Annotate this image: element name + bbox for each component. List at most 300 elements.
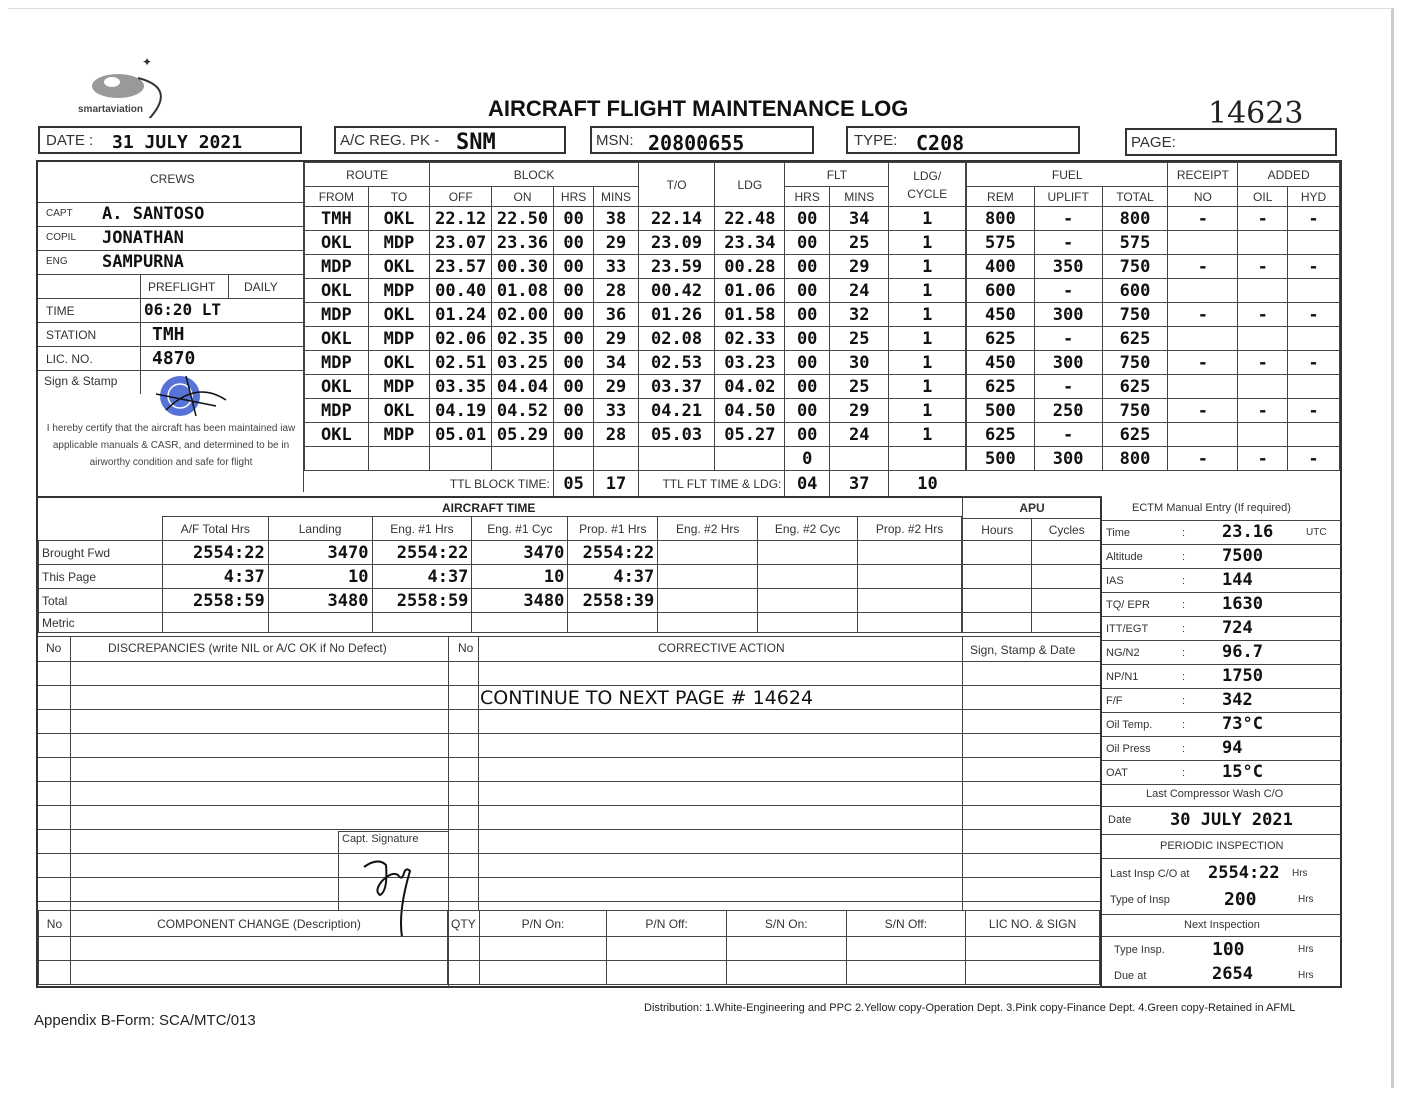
at-col-header: Eng. #2 Cyc bbox=[758, 517, 858, 541]
ectm-row bbox=[1102, 736, 1342, 760]
ectm-label: F/F bbox=[1106, 695, 1123, 707]
flight-cell-cyc bbox=[889, 447, 966, 471]
capt-sig-label: Capt. Signature bbox=[342, 833, 419, 845]
discrepancy-section bbox=[38, 636, 1100, 910]
ldg-header: LDG bbox=[715, 163, 785, 207]
flt-header: FLT bbox=[785, 163, 889, 187]
hyd-header: HYD bbox=[1288, 187, 1340, 207]
flight-cell-to: MDP bbox=[368, 279, 430, 303]
flight-cell-fhrs: 00 bbox=[785, 207, 830, 231]
appendix-text: Appendix B-Form: SCA/MTC/013 bbox=[34, 1012, 256, 1029]
flight-cell-hrs: 00 bbox=[553, 423, 593, 447]
at-cell: 3470 bbox=[268, 541, 372, 565]
fuel-cell-oil: - bbox=[1238, 207, 1288, 231]
fuel-cell-oil bbox=[1238, 231, 1288, 255]
copil-label: COPIL bbox=[46, 232, 77, 243]
flight-cell-on: 03.25 bbox=[492, 351, 554, 375]
periodic-title: PERIODIC INSPECTION bbox=[1160, 840, 1284, 852]
flight-cell-to: OKL bbox=[368, 207, 430, 231]
fuel-header: FUEL bbox=[967, 163, 1168, 187]
added-header: ADDED bbox=[1238, 163, 1340, 187]
fuel-row bbox=[967, 255, 1340, 279]
acreg-box bbox=[334, 126, 566, 154]
flight-cell-fhrs: 00 bbox=[785, 375, 830, 399]
fuel-row bbox=[967, 375, 1340, 399]
at-cell: 2554:22 bbox=[372, 541, 472, 565]
flight-cell-from: OKL bbox=[305, 279, 369, 303]
fuel-cell-rem: 625 bbox=[967, 423, 1035, 447]
at-row bbox=[39, 541, 962, 565]
flight-cell-tko: 23.09 bbox=[638, 231, 714, 255]
at-col-header: Prop. #2 Hrs bbox=[858, 517, 962, 541]
at-cell bbox=[758, 589, 858, 613]
at-cell: 10 bbox=[268, 565, 372, 589]
disc-line bbox=[38, 733, 1100, 734]
ectm-label: TQ/ EPR bbox=[1106, 599, 1151, 611]
ttl-flt-mins: 37 bbox=[829, 471, 888, 497]
distribution-text: Distribution: 1.White-Engineering and PPC 2.Yellow copy-Operation Dept. 3.Pink copy-Finance Dept. 4.Green copy-Retained in AFML bbox=[644, 1002, 1296, 1014]
flight-cell-fmins: 24 bbox=[829, 423, 888, 447]
last-insp-value: 2554:22 bbox=[1208, 863, 1280, 883]
fuel-cell-uplift: 300 bbox=[1034, 303, 1102, 327]
fuel-row bbox=[967, 327, 1340, 351]
type-insp-hrs: Hrs bbox=[1298, 894, 1314, 905]
fuel-cell-receipt: - bbox=[1168, 207, 1238, 231]
ectm-row bbox=[1102, 520, 1342, 544]
station-label: STATION bbox=[46, 328, 97, 342]
daily-label: DAILY bbox=[244, 280, 278, 294]
fuel-cell-total: 800 bbox=[1102, 207, 1168, 231]
sn-off-label: S/N Off: bbox=[846, 911, 966, 937]
comp-date-label: Date bbox=[1108, 814, 1132, 826]
flight-cell-fhrs: 00 bbox=[785, 255, 830, 279]
at-row bbox=[39, 613, 962, 633]
fuel-cell-uplift: 300 bbox=[1034, 447, 1102, 471]
ectm-value: 7500 bbox=[1222, 546, 1263, 566]
flight-row bbox=[305, 231, 966, 255]
next-type-value: 100 bbox=[1212, 939, 1245, 960]
at-cell bbox=[162, 613, 268, 633]
flight-table bbox=[304, 162, 966, 497]
flight-row bbox=[305, 423, 966, 447]
flight-cell-hrs: 00 bbox=[553, 351, 593, 375]
at-row-label: Brought Fwd bbox=[39, 541, 163, 565]
ectm-colon: : bbox=[1182, 527, 1186, 539]
fuel-cell-hyd: - bbox=[1288, 207, 1340, 231]
fuel-row bbox=[967, 423, 1340, 447]
fuel-cell-total: 750 bbox=[1102, 351, 1168, 375]
ldg-cycle-header: LDG/ CYCLE bbox=[889, 163, 966, 207]
oil-header: OIL bbox=[1238, 187, 1288, 207]
flight-cell-ldg: 23.34 bbox=[715, 231, 785, 255]
at-row-label: This Page bbox=[39, 565, 163, 589]
flight-cell-to: OKL bbox=[368, 255, 430, 279]
due-label: Due at bbox=[1114, 970, 1147, 982]
flight-cell-on: 01.08 bbox=[492, 279, 554, 303]
disc-line bbox=[38, 781, 1100, 782]
fuel-cell-hyd bbox=[1288, 327, 1340, 351]
disc-line bbox=[38, 709, 1100, 710]
acreg-label: A/C REG. PK - bbox=[340, 132, 440, 149]
preflight-label: PREFLIGHT bbox=[148, 280, 216, 294]
apu-title: APU bbox=[963, 497, 1102, 519]
lic-label: LIC. NO. bbox=[46, 352, 93, 366]
ectm-value: 73°C bbox=[1222, 714, 1263, 734]
ectm-colon: : bbox=[1182, 695, 1186, 707]
at-cell bbox=[658, 613, 758, 633]
crew-section bbox=[38, 162, 304, 492]
flight-cell-fmins bbox=[829, 447, 888, 471]
fuel-cell-total: 575 bbox=[1102, 231, 1168, 255]
apu-cycles: Cycles bbox=[1032, 519, 1102, 541]
at-cell: 3480 bbox=[472, 589, 568, 613]
flight-cell-on: 22.50 bbox=[492, 207, 554, 231]
svg-text:✦: ✦ bbox=[142, 58, 153, 69]
lic-sign-label: LIC NO. & SIGN bbox=[966, 911, 1100, 937]
ectm-label: Oil Temp. bbox=[1106, 719, 1153, 731]
total-header: TOTAL bbox=[1102, 187, 1168, 207]
fuel-cell-uplift: - bbox=[1034, 375, 1102, 399]
flight-cell-fmins: 32 bbox=[829, 303, 888, 327]
flight-cell-to bbox=[368, 447, 430, 471]
sign-stamp-label: Sign & Stamp bbox=[44, 374, 118, 388]
flight-cell-ldg: 02.33 bbox=[715, 327, 785, 351]
flight-cell-ldg: 22.48 bbox=[715, 207, 785, 231]
receipt-header: RECEIPT bbox=[1168, 163, 1238, 187]
fuel-cell-uplift: - bbox=[1034, 423, 1102, 447]
at-cell bbox=[858, 565, 962, 589]
flight-cell-fhrs: 0 bbox=[785, 447, 830, 471]
fuel-cell-total: 750 bbox=[1102, 399, 1168, 423]
disc-label: DISCREPANCIES (write NIL or A/C OK if No Defect) bbox=[108, 641, 387, 655]
date-label: DATE : bbox=[46, 132, 94, 149]
fuel-cell-rem: 625 bbox=[967, 327, 1035, 351]
flight-row bbox=[305, 399, 966, 423]
ectm-value: 144 bbox=[1222, 570, 1253, 590]
capt-name: A. SANTOSO bbox=[102, 204, 205, 224]
fuel-row bbox=[967, 351, 1340, 375]
type-box bbox=[846, 126, 1080, 154]
ttl-block-mins: 17 bbox=[594, 471, 639, 497]
flight-cell-to: MDP bbox=[368, 231, 430, 255]
at-cell: 10 bbox=[472, 565, 568, 589]
ectm-row bbox=[1102, 640, 1342, 664]
flight-cell-cyc: 1 bbox=[889, 279, 966, 303]
ectm-colon: : bbox=[1182, 743, 1186, 755]
flight-cell-off: 23.07 bbox=[430, 231, 492, 255]
flight-row bbox=[305, 327, 966, 351]
qty-label: QTY bbox=[448, 911, 480, 937]
flight-cell-ldg: 05.27 bbox=[715, 423, 785, 447]
flight-cell-fhrs: 00 bbox=[785, 279, 830, 303]
flight-row bbox=[305, 447, 966, 471]
flight-cell-mins bbox=[594, 447, 639, 471]
ectm-row bbox=[1102, 688, 1342, 712]
corrective-text: CONTINUE TO NEXT PAGE # 14624 bbox=[480, 687, 814, 709]
last-insp-hrs: Hrs bbox=[1292, 868, 1308, 879]
due-value: 2654 bbox=[1212, 964, 1253, 984]
flight-cell-tko: 03.37 bbox=[638, 375, 714, 399]
flight-cell-mins: 29 bbox=[594, 375, 639, 399]
on-header: ON bbox=[492, 187, 554, 207]
fuel-table bbox=[966, 162, 1340, 471]
flight-cell-on: 04.52 bbox=[492, 399, 554, 423]
ectm-colon: : bbox=[1182, 599, 1186, 611]
fuel-cell-uplift: - bbox=[1034, 279, 1102, 303]
at-row bbox=[39, 589, 962, 613]
ectm-row bbox=[1102, 544, 1342, 568]
fuel-cell-hyd: - bbox=[1288, 303, 1340, 327]
flight-cell-off: 04.19 bbox=[430, 399, 492, 423]
flight-cell-tko: 23.59 bbox=[638, 255, 714, 279]
ectm-title: ECTM Manual Entry (If required) bbox=[1132, 502, 1291, 514]
ttl-flt-label: TTL FLT TIME & LDG: bbox=[638, 471, 785, 497]
ectm-value: 342 bbox=[1222, 690, 1253, 710]
at-col-header: Landing bbox=[268, 517, 372, 541]
next-type-label: Type Insp. bbox=[1114, 944, 1165, 956]
at-row bbox=[39, 565, 962, 589]
flight-cell-mins: 28 bbox=[594, 279, 639, 303]
flight-cell-on: 23.36 bbox=[492, 231, 554, 255]
at-cell bbox=[758, 613, 858, 633]
flight-cell-ldg bbox=[715, 447, 785, 471]
aircraft-time-table bbox=[38, 516, 962, 633]
flight-cell-to: OKL bbox=[368, 303, 430, 327]
flight-cell-hrs: 00 bbox=[553, 255, 593, 279]
at-col-header: Eng. #1 Hrs bbox=[372, 517, 472, 541]
flight-cell-to: MDP bbox=[368, 375, 430, 399]
serial-number: 14623 bbox=[1208, 96, 1304, 131]
flight-cell-fhrs: 00 bbox=[785, 303, 830, 327]
ectm-value: 94 bbox=[1222, 738, 1243, 758]
ectm-colon: : bbox=[1182, 719, 1186, 731]
off-header: OFF bbox=[430, 187, 492, 207]
ectm-value: 96.7 bbox=[1222, 642, 1263, 662]
apu-hours: Hours bbox=[963, 519, 1032, 541]
hrs-header: HRS bbox=[553, 187, 593, 207]
flight-cell-from: MDP bbox=[305, 399, 369, 423]
ectm-colon: : bbox=[1182, 671, 1186, 683]
fuel-cell-rem: 800 bbox=[967, 207, 1035, 231]
flight-cell-ldg: 04.02 bbox=[715, 375, 785, 399]
flight-cell-fmins: 29 bbox=[829, 255, 888, 279]
flight-cell-mins: 33 bbox=[594, 399, 639, 423]
eng-name: SAMPURNA bbox=[102, 252, 184, 272]
at-cell: 2554:22 bbox=[162, 541, 268, 565]
logo-text: smartaviation bbox=[78, 104, 144, 115]
at-cell bbox=[858, 589, 962, 613]
block-header: BLOCK bbox=[430, 163, 639, 187]
flight-cell-from: MDP bbox=[305, 351, 369, 375]
at-cell bbox=[758, 541, 858, 565]
fuel-cell-oil bbox=[1238, 423, 1288, 447]
fuel-cell-receipt: - bbox=[1168, 447, 1238, 471]
at-cell bbox=[858, 613, 962, 633]
fuel-cell-rem: 500 bbox=[967, 399, 1035, 423]
at-cell bbox=[568, 613, 658, 633]
flight-cell-on: 02.00 bbox=[492, 303, 554, 327]
aircraft-time-title: AIRCRAFT TIME bbox=[442, 501, 536, 515]
form-title: AIRCRAFT FLIGHT MAINTENANCE LOG bbox=[488, 96, 909, 121]
ectm-value: 15°C bbox=[1222, 762, 1263, 782]
flight-cell-fhrs: 00 bbox=[785, 399, 830, 423]
ectm-row bbox=[1102, 664, 1342, 688]
fuel-cell-total: 600 bbox=[1102, 279, 1168, 303]
flight-cell-from: OKL bbox=[305, 375, 369, 399]
flight-cell-on: 04.04 bbox=[492, 375, 554, 399]
flight-cell-cyc: 1 bbox=[889, 303, 966, 327]
fuel-cell-hyd: - bbox=[1288, 399, 1340, 423]
at-cell: 2558:59 bbox=[162, 589, 268, 613]
flt-mins-header: MINS bbox=[829, 187, 888, 207]
flight-cell-from: MDP bbox=[305, 303, 369, 327]
type-label: TYPE: bbox=[854, 132, 898, 149]
fuel-cell-oil bbox=[1238, 279, 1288, 303]
fuel-cell-rem: 600 bbox=[967, 279, 1035, 303]
fuel-cell-total: 750 bbox=[1102, 255, 1168, 279]
flight-cell-off: 03.35 bbox=[430, 375, 492, 399]
ttl-block-hrs: 05 bbox=[553, 471, 593, 497]
route-header: ROUTE bbox=[305, 163, 430, 187]
fuel-cell-uplift: - bbox=[1034, 327, 1102, 351]
certify-text: I hereby certify that the aircraft has been maintained iaw applicable manuals & CASR, and determined to be in airworthy condition and safe for flight bbox=[46, 423, 296, 468]
ectm-colon: : bbox=[1182, 575, 1186, 587]
at-col-header: Prop. #1 Hrs bbox=[568, 517, 658, 541]
logo bbox=[78, 58, 188, 118]
flight-cell-fhrs: 00 bbox=[785, 423, 830, 447]
ectm-label: NP/N1 bbox=[1106, 671, 1139, 683]
flight-cell-cyc: 1 bbox=[889, 231, 966, 255]
ectm-row bbox=[1102, 568, 1342, 592]
ectm-value: 724 bbox=[1222, 618, 1253, 638]
fuel-cell-uplift: - bbox=[1034, 231, 1102, 255]
flight-cell-hrs: 00 bbox=[553, 231, 593, 255]
fuel-cell-rem: 400 bbox=[967, 255, 1035, 279]
flight-cell-fmins: 24 bbox=[829, 279, 888, 303]
flight-cell-mins: 28 bbox=[594, 423, 639, 447]
disc-line bbox=[38, 757, 1100, 758]
at-col-header: Eng. #2 Hrs bbox=[658, 517, 758, 541]
flight-cell-off: 23.57 bbox=[430, 255, 492, 279]
ectm-section bbox=[1100, 498, 1340, 986]
uplift-header: UPLIFT bbox=[1034, 187, 1102, 207]
ectm-colon: : bbox=[1182, 767, 1186, 779]
at-row-label: Total bbox=[39, 589, 163, 613]
type-value: C208 bbox=[916, 131, 965, 155]
flight-cell-off: 02.06 bbox=[430, 327, 492, 351]
flight-cell-to: MDP bbox=[368, 423, 430, 447]
at-col-header: A/F Total Hrs bbox=[162, 517, 268, 541]
flight-row bbox=[305, 303, 966, 327]
flight-cell-off: 22.12 bbox=[430, 207, 492, 231]
copil-name: JONATHAN bbox=[102, 228, 184, 248]
ectm-value: 1630 bbox=[1222, 594, 1263, 614]
disc-line bbox=[38, 685, 1100, 686]
at-col-header: Eng. #1 Cyc bbox=[472, 517, 568, 541]
flight-cell-cyc: 1 bbox=[889, 255, 966, 279]
fuel-cell-rem: 450 bbox=[967, 303, 1035, 327]
flight-cell-ldg: 04.50 bbox=[715, 399, 785, 423]
flight-cell-tko: 02.53 bbox=[638, 351, 714, 375]
fuel-cell-total: 625 bbox=[1102, 375, 1168, 399]
flight-cell-ldg: 01.06 bbox=[715, 279, 785, 303]
flight-cell-fmins: 25 bbox=[829, 327, 888, 351]
ectm-value: 1750 bbox=[1222, 666, 1263, 686]
at-cell: 4:37 bbox=[162, 565, 268, 589]
ectm-row bbox=[1102, 760, 1342, 784]
pn-on-label: P/N On: bbox=[479, 911, 607, 937]
disc-no-label: No bbox=[46, 641, 62, 655]
disc-line bbox=[38, 901, 1100, 902]
at-cell bbox=[268, 613, 372, 633]
ectm-colon: : bbox=[1182, 623, 1186, 635]
flight-cell-fmins: 30 bbox=[829, 351, 888, 375]
flight-row bbox=[305, 207, 966, 231]
fuel-row bbox=[967, 447, 1340, 471]
stamp-icon bbox=[156, 370, 236, 420]
ectm-label: OAT bbox=[1106, 767, 1128, 779]
sn-on-label: S/N On: bbox=[726, 911, 846, 937]
ttl-flt-hrs: 04 bbox=[785, 471, 830, 497]
type-insp-value: 200 bbox=[1224, 889, 1257, 910]
ectm-label: Altitude bbox=[1106, 551, 1143, 563]
flight-cell-to: OKL bbox=[368, 351, 430, 375]
fuel-cell-oil: - bbox=[1238, 351, 1288, 375]
flight-cell-fhrs: 00 bbox=[785, 351, 830, 375]
flight-cell-on: 00.30 bbox=[492, 255, 554, 279]
apu-table bbox=[962, 496, 1102, 633]
fuel-cell-oil: - bbox=[1238, 399, 1288, 423]
flight-row bbox=[305, 351, 966, 375]
fuel-cell-receipt bbox=[1168, 375, 1238, 399]
next-type-hrs: Hrs bbox=[1298, 944, 1314, 955]
flight-cell-to: OKL bbox=[368, 399, 430, 423]
flight-cell-ldg: 00.28 bbox=[715, 255, 785, 279]
ectm-unit: UTC bbox=[1306, 527, 1327, 538]
fuel-row bbox=[967, 231, 1340, 255]
flight-row bbox=[305, 375, 966, 399]
fuel-cell-hyd: - bbox=[1288, 351, 1340, 375]
fuel-cell-receipt bbox=[1168, 423, 1238, 447]
ectm-label: NG/N2 bbox=[1106, 647, 1140, 659]
fuel-cell-receipt bbox=[1168, 279, 1238, 303]
ttl-block-label: TTL BLOCK TIME: bbox=[305, 471, 554, 497]
disc-line bbox=[38, 805, 1100, 806]
at-cell bbox=[758, 565, 858, 589]
ectm-row bbox=[1102, 616, 1342, 640]
flight-cell-off bbox=[430, 447, 492, 471]
from-header: FROM bbox=[305, 187, 369, 207]
fuel-cell-rem: 450 bbox=[967, 351, 1035, 375]
due-hrs: Hrs bbox=[1298, 970, 1314, 981]
pn-off-label: P/N Off: bbox=[607, 911, 727, 937]
disc-line bbox=[38, 829, 1100, 830]
at-cell: 4:37 bbox=[372, 565, 472, 589]
comp-desc-label: COMPONENT CHANGE (Description) bbox=[70, 911, 447, 937]
ectm-value: 23.16 bbox=[1222, 522, 1274, 542]
flight-cell-mins: 38 bbox=[594, 207, 639, 231]
at-cell bbox=[858, 541, 962, 565]
station-value: TMH bbox=[152, 324, 185, 345]
comp-no-label: No bbox=[39, 911, 71, 937]
flight-cell-from: OKL bbox=[305, 231, 369, 255]
fuel-cell-total: 800 bbox=[1102, 447, 1168, 471]
flight-cell-from: OKL bbox=[305, 327, 369, 351]
fuel-cell-uplift: - bbox=[1034, 207, 1102, 231]
flight-cell-fhrs: 00 bbox=[785, 327, 830, 351]
component-table bbox=[38, 910, 1100, 985]
ectm-colon: : bbox=[1182, 551, 1186, 563]
